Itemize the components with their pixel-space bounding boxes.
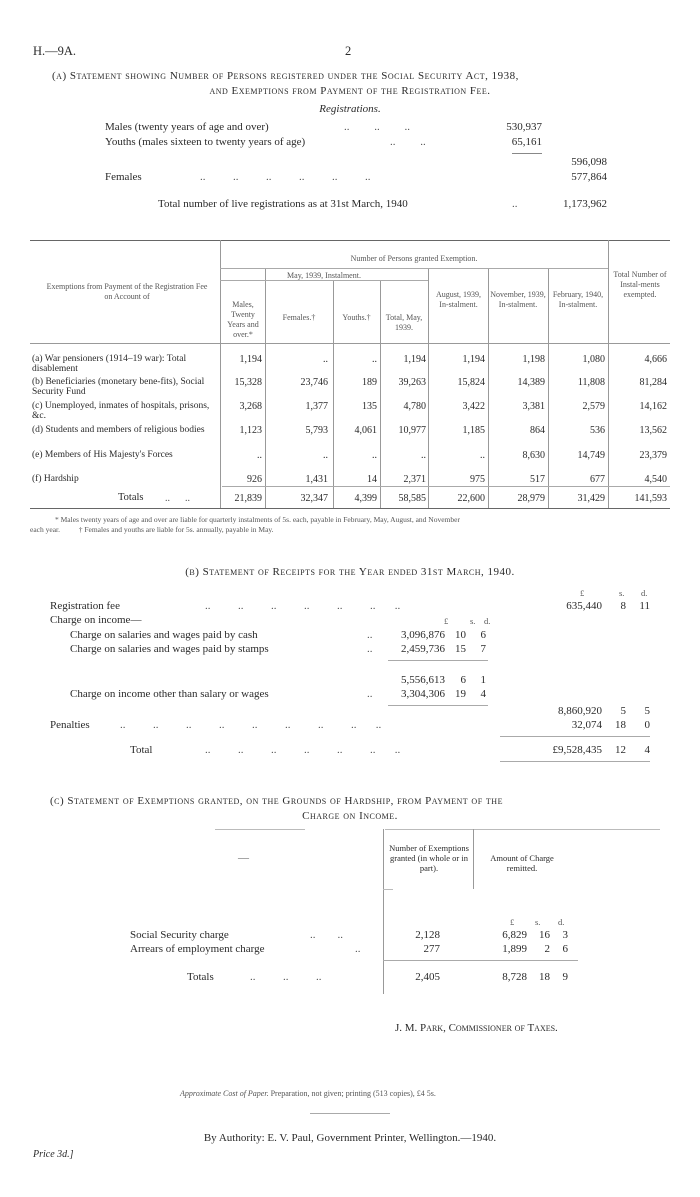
november-header: November, 1939, In-stalment. (490, 290, 546, 309)
exemption-cell-nov: 1,198 (522, 354, 545, 365)
rule (500, 736, 650, 737)
females-header: Females.† (282, 313, 316, 322)
social-security-pence: 3 (562, 929, 568, 941)
lsd-pound: £ (444, 616, 449, 626)
lsd-pound: £ (510, 917, 515, 927)
exemption-cell-aug: 975 (470, 474, 485, 485)
dots: .. .. (310, 929, 343, 941)
stamps-label: Charge on salaries and wages paid by stamps (70, 643, 269, 655)
charge-on-income-label: Charge on income— (50, 614, 142, 626)
subtotal-pence: 1 (480, 674, 486, 686)
exemption-cell-nov: 864 (530, 425, 545, 436)
other-income-label: Charge on income other than salary or wages (70, 688, 269, 700)
section-c-totals-pence: 9 (562, 971, 568, 983)
exemption-cell-nov: 8,630 (522, 450, 545, 461)
arrears-pence: 6 (562, 943, 568, 955)
youths-header: Youths.† (342, 313, 371, 322)
price: Price 3d.] (33, 1149, 74, 1160)
exemption-cell-aug: 3,422 (462, 401, 485, 412)
exemption-cell-youths: 14 (367, 474, 377, 485)
lsd-shilling: s. (470, 616, 476, 626)
rule (383, 889, 393, 890)
other-income-pounds: 3,304,306 (401, 688, 445, 700)
exemption-cell-males: 1,123 (239, 425, 262, 436)
males-youths-total: 596,098 (571, 156, 607, 168)
exemption-row-label: (c) Unemployed, inmates of hospitals, prisons, &c. (32, 401, 210, 421)
dots: .. (367, 688, 373, 700)
social-security-pounds: 6,829 (502, 929, 527, 941)
document-ref: H.—9A. (33, 44, 77, 58)
social-security-count: 2,128 (415, 929, 440, 941)
penalties-pence: 0 (644, 719, 650, 731)
males-value: 530,937 (506, 121, 542, 133)
females-value: 577,864 (571, 171, 607, 183)
section-a-title-1: (a) Statement showing Number of Persons registered under the Social Security Act, 1938, (52, 70, 519, 82)
lsd-shilling: s. (535, 917, 541, 927)
total-registrations-value: 1,173,962 (563, 198, 607, 210)
exemption-row-label: (f) Hardship (32, 474, 79, 484)
social-security-label: Social Security charge (130, 929, 229, 941)
section-c-totals-label: Totals (187, 971, 214, 983)
income-total-pounds: 8,860,920 (558, 705, 602, 717)
exemption-cell-nov: 14,389 (517, 377, 545, 388)
exemptions-count-header: Number of Exemptions granted (in whole or in part). (389, 843, 469, 873)
stamps-pounds: 2,459,736 (401, 643, 445, 655)
exemption-row-label: (b) Beneficiaries (monetary bene-fits), Social Security Fund (32, 377, 205, 397)
amount-remitted-header: Amount of Charge remitted. (490, 853, 554, 873)
rule (388, 660, 488, 661)
stamps-pence: 7 (480, 643, 486, 655)
table-head-rule (30, 343, 670, 344)
table-divider (428, 268, 429, 508)
exemption-cell-feb: 677 (590, 474, 605, 485)
table-divider (383, 934, 384, 994)
section-c-totals-shillings: 18 (539, 971, 550, 983)
exemption-cell-females: 23,746 (300, 377, 328, 388)
arrears-shillings: 2 (544, 943, 550, 955)
stamps-shillings: 15 (455, 643, 466, 655)
exemption-cell-males: 1,194 (239, 354, 262, 365)
receipts-total-pence: 4 (644, 744, 650, 756)
footnote-2: each year. † Females and youths are liable for 5s. annually, payable in May. (30, 525, 274, 534)
registration-fee-pence: 11 (639, 600, 650, 612)
cash-pence: 6 (480, 629, 486, 641)
table-bottom-rule (30, 508, 670, 509)
females-label: Females (105, 171, 142, 183)
exemption-cell-aug: .. (480, 450, 485, 461)
penalties-pounds: 32,074 (571, 719, 602, 731)
totals-total-may: 58,585 (398, 493, 426, 504)
males-label: Males (twenty years of age and over) (105, 121, 269, 133)
totals-rule (222, 486, 670, 487)
receipts-total-label: Total (130, 744, 153, 756)
cash-pounds: 3,096,876 (401, 629, 445, 641)
exemption-cell-total-may: 1,194 (403, 354, 426, 365)
may-instalment-header: May, 1939, Instalment. (287, 271, 361, 280)
exemption-cell-total: 4,540 (644, 474, 667, 485)
table-divider (265, 268, 266, 508)
exemption-cell-youths: 4,061 (354, 425, 377, 436)
other-income-pence: 4 (480, 688, 486, 700)
rule (512, 153, 542, 154)
total-registrations-label: Total number of live registrations as at 31st March, 1940 (158, 198, 408, 210)
registration-fee-label: Registration fee (50, 600, 120, 612)
section-b-title: (b) Statement of Receipts for the Year ended 31st March, 1940. (185, 566, 515, 578)
exemption-cell-total: 14,162 (639, 401, 667, 412)
exemption-cell-total-may: .. (421, 450, 426, 461)
dots: .. .. .. .. .. .. .. (205, 744, 401, 756)
dots: .. .. (165, 493, 190, 504)
printer-authority: By Authority: E. V. Paul, Government Printer, Wellington.—1940. (203, 1132, 497, 1144)
exemption-cell-total-may: 10,977 (398, 425, 426, 436)
exemption-cell-females: .. (323, 354, 328, 365)
table-group-header: Number of Persons granted Exemption. (350, 254, 478, 263)
totals-males: 21,839 (234, 493, 262, 504)
dots: .. .. .. .. .. .. .. .. .. (120, 719, 382, 731)
youths-label: Youths (males sixteen to twenty years of age) (105, 136, 306, 148)
totals-november: 28,979 (517, 493, 545, 504)
table-divider (383, 829, 384, 934)
exemption-cell-aug: 1,194 (462, 354, 485, 365)
cash-label: Charge on salaries and wages paid by cash (70, 629, 258, 641)
blank-stub-dash: — (238, 852, 249, 864)
section-c-title-1: (c) Statement of Exemptions granted, on the Grounds of Hardship, from Payment of the (50, 795, 503, 807)
exemption-cell-feb: 2,579 (582, 401, 605, 412)
exemption-cell-total: 81,284 (639, 377, 667, 388)
registrations-subtitle: Registrations. (319, 103, 381, 115)
income-total-pence: 5 (644, 705, 650, 717)
page-number: 2 (345, 44, 352, 58)
section-a-title-2: and Exemptions from Payment of the Registration Fee. (209, 85, 491, 97)
receipts-total-shillings: 12 (615, 744, 626, 756)
footnote-1: * Males twenty years of age and over are liable for quarterly instalments of 5s. each, payable in February, May, August, and November (55, 515, 460, 524)
receipts-total-pounds: £9,528,435 (552, 744, 602, 756)
lsd-pound: £ (580, 588, 585, 598)
exemption-cell-total: 23,379 (639, 450, 667, 461)
rule (383, 960, 578, 961)
table-divider (608, 240, 609, 508)
totals-females: 32,347 (300, 493, 328, 504)
rule (385, 829, 660, 830)
totals-youths: 4,399 (354, 493, 377, 504)
lsd-pence: d. (558, 917, 565, 927)
totals-label: Totals (118, 492, 144, 503)
dots: .. .. .. (250, 971, 322, 983)
exemption-cell-aug: 1,185 (462, 425, 485, 436)
dots: .. (512, 198, 518, 210)
exemption-cell-females: .. (323, 450, 328, 461)
commissioner-signature: J. M. Park, Commissioner of Taxes. (395, 1022, 558, 1034)
exemption-cell-total-may: 39,263 (398, 377, 426, 388)
totals-february: 31,429 (577, 493, 605, 504)
exemption-cell-youths: 135 (362, 401, 377, 412)
exemption-cell-total-may: 2,371 (403, 474, 426, 485)
cost-of-paper (180, 1089, 436, 1099)
exemption-cell-feb: 1,080 (582, 354, 605, 365)
exemption-cell-total: 13,562 (639, 425, 667, 436)
section-c-totals-count: 2,405 (415, 971, 440, 983)
august-header: August, 1939, In-stalment. (435, 290, 482, 309)
dots: .. (367, 629, 373, 641)
exemption-cell-feb: 536 (590, 425, 605, 436)
cash-shillings: 10 (455, 629, 466, 641)
exemption-row-label: (a) War pensioners (1914–19 war): Total disablement (32, 354, 187, 374)
exemption-cell-males: 3,268 (239, 401, 262, 412)
exemption-cell-nov: 3,381 (522, 401, 545, 412)
other-income-shillings: 19 (455, 688, 466, 700)
table-divider (548, 268, 549, 508)
exemption-cell-youths: .. (372, 354, 377, 365)
rule (388, 705, 488, 706)
cost-of-paper-text: Preparation, not given; printing (513 copies), £4 5s. (270, 1089, 436, 1098)
arrears-pounds: 1,899 (502, 943, 527, 955)
dots: .. .. .. .. .. .. (200, 171, 371, 183)
dots: .. .. (390, 136, 426, 148)
dots: .. .. .. .. .. .. .. (205, 600, 401, 612)
exemption-cell-nov: 517 (530, 474, 545, 485)
registration-fee-shillings: 8 (620, 600, 626, 612)
exemption-cell-males: 15,328 (234, 377, 262, 388)
total-instalments-header: Total Number of Instal-ments exempted. (613, 270, 667, 299)
rule (310, 1113, 390, 1114)
males-header: Males, Twenty Years and over.* (227, 300, 259, 339)
exemption-cell-feb: 11,808 (577, 377, 605, 388)
exemption-cell-aug: 15,824 (457, 377, 485, 388)
exemption-cell-feb: 14,749 (577, 450, 605, 461)
arrears-count: 277 (423, 943, 440, 955)
exemption-cell-youths: .. (372, 450, 377, 461)
totals-grand-total: 141,593 (634, 493, 667, 504)
exemption-cell-females: 1,377 (305, 401, 328, 412)
income-total-shillings: 5 (620, 705, 626, 717)
arrears-label: Arrears of employment charge (130, 943, 265, 955)
exemption-cell-males: .. (257, 450, 262, 461)
exemption-cell-females: 1,431 (305, 474, 328, 485)
exemption-cell-females: 5,793 (305, 425, 328, 436)
dots: .. (355, 943, 361, 955)
table-top-rule (30, 240, 670, 241)
section-c-title-2: Charge on Income. (302, 810, 398, 822)
youths-value: 65,161 (511, 136, 542, 148)
february-header: February, 1940, In-stalment. (552, 290, 604, 309)
table-divider (488, 268, 489, 508)
cost-of-paper-label: Approximate Cost of Paper. (180, 1089, 269, 1098)
table-divider (473, 829, 474, 889)
totals-august: 22,600 (457, 493, 485, 504)
section-c-totals-pounds: 8,728 (502, 971, 527, 983)
exemption-row-label: (e) Members of His Majesty's Forces (32, 450, 173, 460)
exemption-row-label: (d) Students and members of religious bodies (32, 425, 205, 435)
dots: .. .. .. (344, 121, 410, 133)
table-stub-header: Exemptions from Payment of the Registration Fee on Account of (46, 282, 208, 301)
rule (220, 268, 608, 269)
rule (500, 761, 650, 762)
rule (215, 829, 305, 830)
exemption-cell-total: 4,666 (644, 354, 667, 365)
social-security-shillings: 16 (539, 929, 550, 941)
lsd-pence: d. (641, 588, 648, 598)
lsd-pence: d. (484, 616, 491, 626)
exemption-cell-males: 926 (247, 474, 262, 485)
penalties-shillings: 18 (615, 719, 626, 731)
dots: .. (367, 643, 373, 655)
total-may-header: Total, May, 1939. (385, 313, 423, 332)
subtotal-shillings: 6 (460, 674, 466, 686)
exemption-cell-youths: 189 (362, 377, 377, 388)
subtotal-pounds: 5,556,613 (401, 674, 445, 686)
exemption-cell-total-may: 4,780 (403, 401, 426, 412)
penalties-label: Penalties (50, 719, 90, 731)
lsd-shilling: s. (619, 588, 625, 598)
registration-fee-pounds: 635,440 (566, 600, 602, 612)
